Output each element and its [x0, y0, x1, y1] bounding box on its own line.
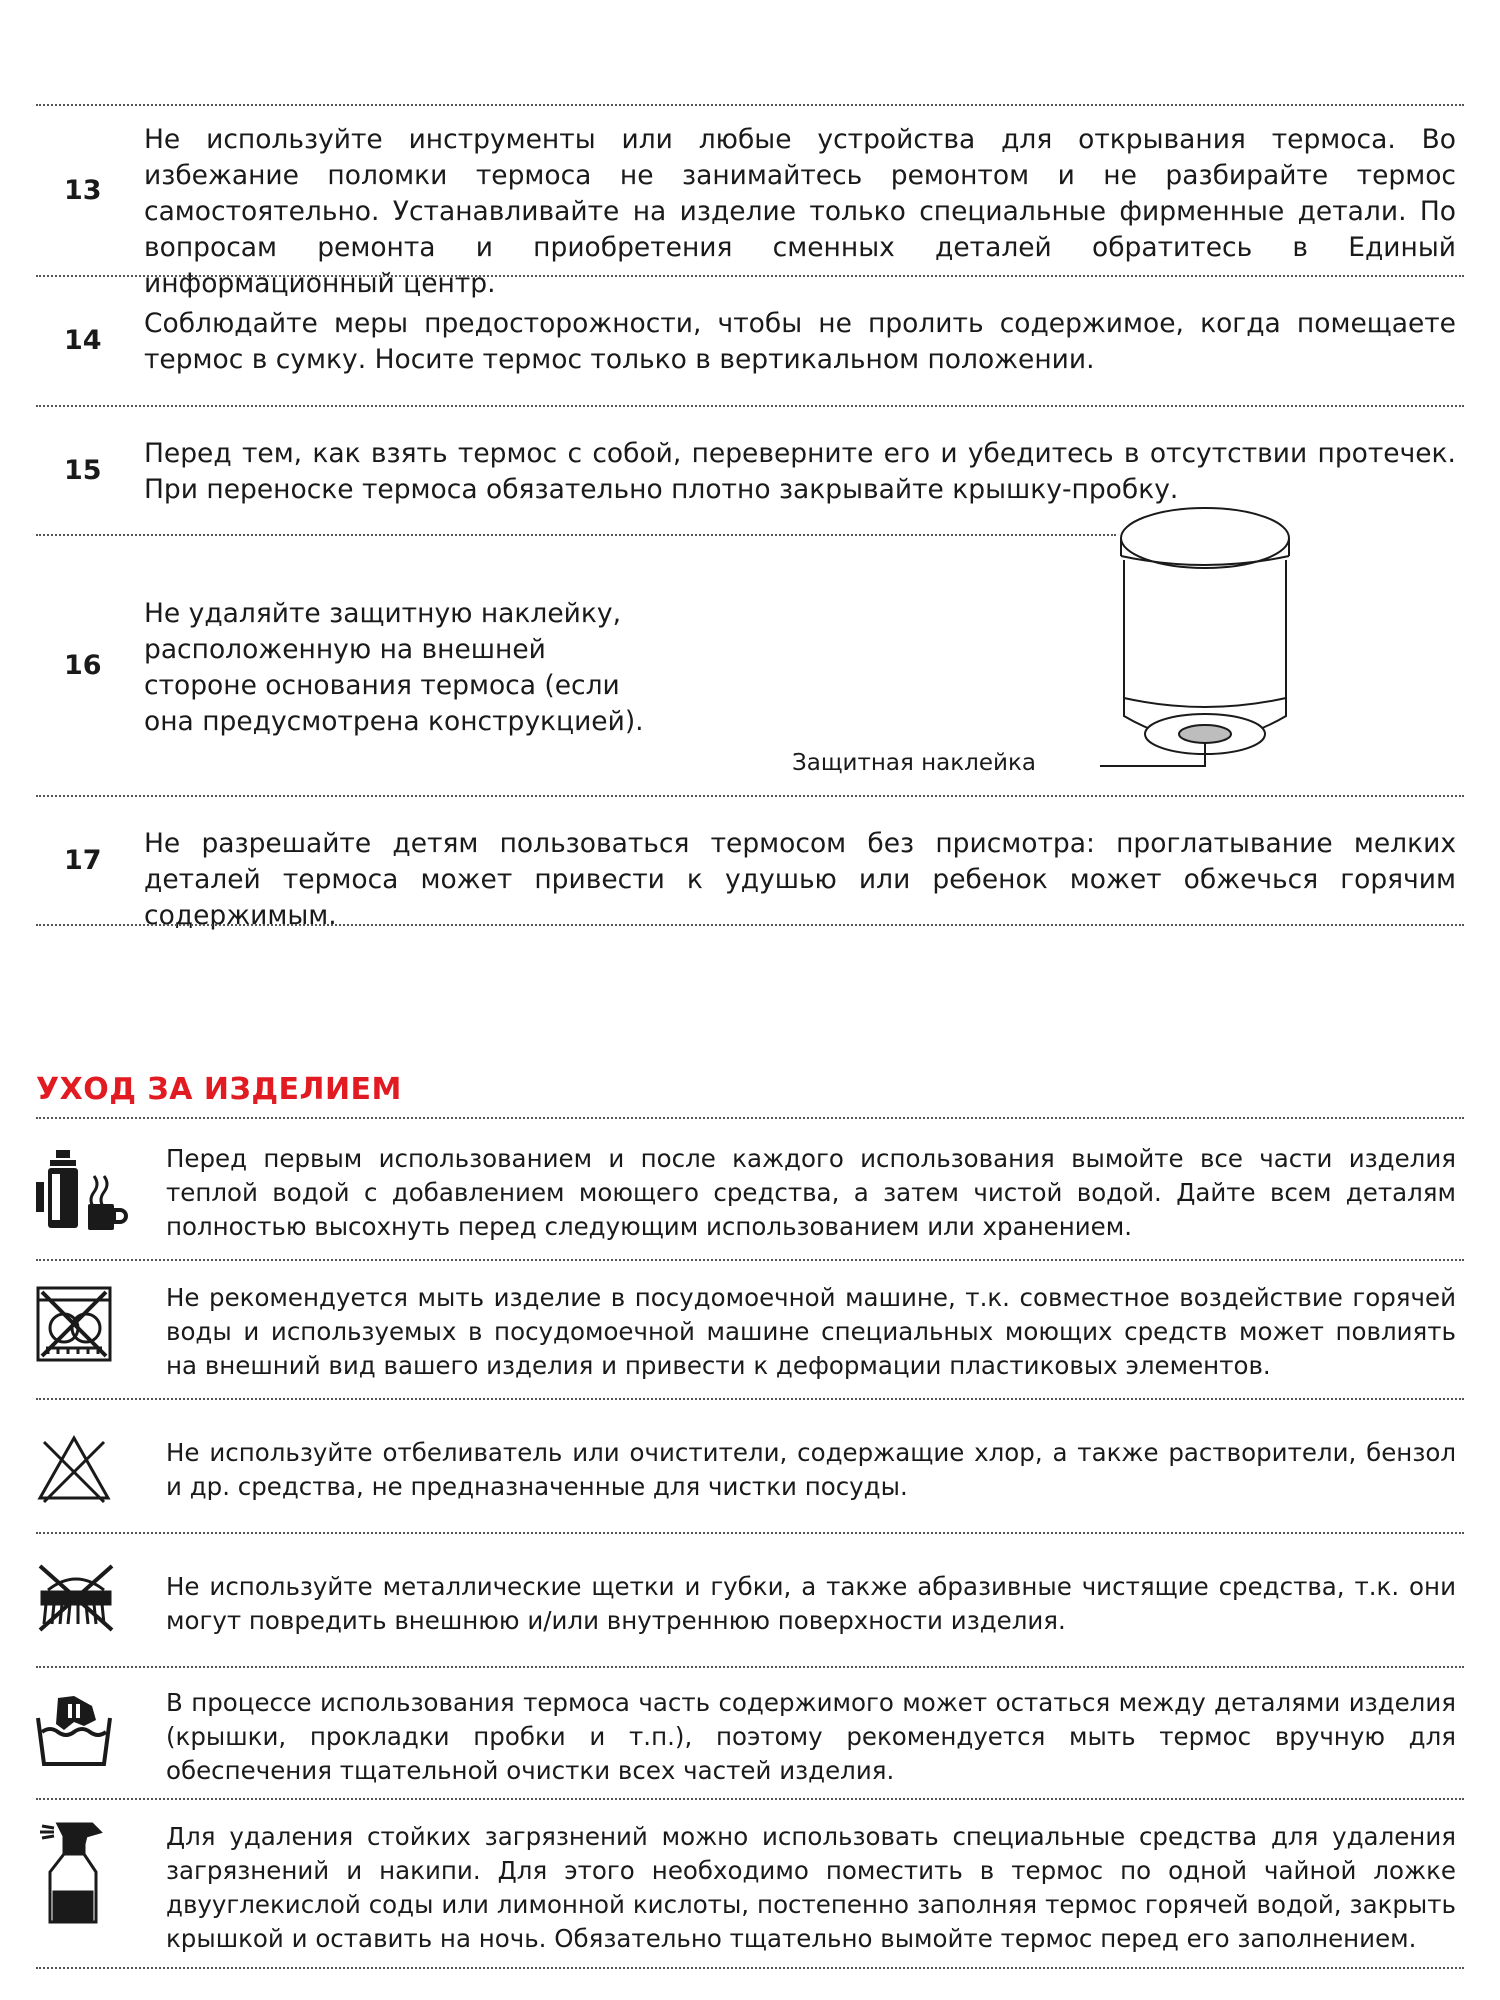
care-text-6: Для удаления стойких загрязнений можно использовать специальные средства для удаления загрязнений и накипи. Для этого необходимо поместить в термос по одной чайной ложке двууглекислой соды или лимонной кислоты, постепенно заполняя термос горячей водой, закрыть крышкой и оставить на ночь. Обязательно тщательно вымойте термос перед его заполнением.	[166, 1822, 1456, 1953]
divider	[36, 1967, 1464, 1969]
item-number-15: 15	[64, 455, 102, 486]
thermos-cup-icon	[34, 1146, 134, 1242]
thermos-base-illustration	[1100, 502, 1310, 782]
item-text-15: Перед тем, как взять термос с собой, переверните его и убедитесь в отсутствии протечек. При переноске термоса обязательно плотно закрывайте крышку-пробку.	[144, 438, 1456, 505]
sticker-label: Защитная наклейка	[792, 750, 1036, 776]
divider	[36, 275, 1464, 277]
item-number-17: 17	[64, 845, 102, 876]
divider	[36, 1532, 1464, 1534]
item-text-14: Соблюдайте меры предосторожности, чтобы не пролить содержимое, когда помещаете термос в сумку. Носите термос только в вертикальном положении.	[144, 308, 1456, 375]
no-bleach-icon	[34, 1432, 114, 1504]
hand-wash-icon	[34, 1692, 114, 1774]
item-text-13: Не используйте инструменты или любые устройства для открывания термоса. Во избежание поломки термоса не занимайтесь ремонтом и не разбирайте термос самостоятельно. Устанавливайте на изделие только специальные фирменные детали. По вопросам ремонта и приобретения сменных деталей обратитесь в Единый информационный центр.	[144, 124, 1456, 299]
care-text-2: Не рекомендуется мыть изделие в посудомоечной машине, т.к. совместное воздействие горячей воды и используемых в посудомоечной машине специальных моющих средств может повлиять на внешний вид вашего изделия и привести к деформации пластиковых элементов.	[166, 1283, 1456, 1380]
item-text-16: Не удаляйте защитную наклейку, расположенную на внешней стороне основания термоса (если она предусмотрена конструкцией).	[144, 598, 644, 737]
divider	[36, 1117, 1464, 1119]
care-text-3: Не используйте отбеливатель или очистители, содержащие хлор, а также растворители, бензол и др. средства, не предназначенные для чистки посуды.	[166, 1438, 1456, 1501]
spray-bottle-icon	[34, 1818, 114, 1928]
care-text-4: Не используйте металлические щетки и губки, а также абразивные чистящие средства, т.к. они могут повредить внешнюю и/или внутреннюю поверхности изделия.	[166, 1572, 1456, 1635]
section-title: УХОД ЗА ИЗДЕЛИЕМ	[36, 1072, 402, 1107]
care-text-1: Перед первым использованием и после каждого использования вымойте все части изделия теплой водой с добавлением моющего средства, а затем чистой водой. Дайте всем деталям полностью высохнуть перед следующим использованием или хранением.	[166, 1144, 1456, 1241]
divider	[36, 1398, 1464, 1400]
no-abrasive-brush-icon	[34, 1560, 118, 1634]
no-dishwasher-icon	[34, 1284, 114, 1364]
divider	[36, 795, 1464, 797]
item-number-13: 13	[64, 175, 102, 206]
divider	[36, 534, 1116, 536]
divider	[36, 1798, 1464, 1800]
item-text-17: Не разрешайте детям пользоваться термосом без присмотра: проглатывание мелких деталей термоса может привести к удушью или ребенок может обжечься горячим содержимым.	[144, 828, 1456, 931]
divider	[36, 1666, 1464, 1668]
divider	[36, 104, 1464, 106]
item-number-16: 16	[64, 650, 102, 681]
item-number-14: 14	[64, 325, 102, 356]
divider	[36, 924, 1464, 926]
care-text-5: В процессе использования термоса часть содержимого может остаться между деталями изделия (крышки, прокладки пробки и т.п.), поэтому рекомендуется мыть термос вручную для обеспечения тщательной очистки всех частей изделия.	[166, 1688, 1456, 1785]
divider	[36, 405, 1464, 407]
divider	[36, 1259, 1464, 1261]
